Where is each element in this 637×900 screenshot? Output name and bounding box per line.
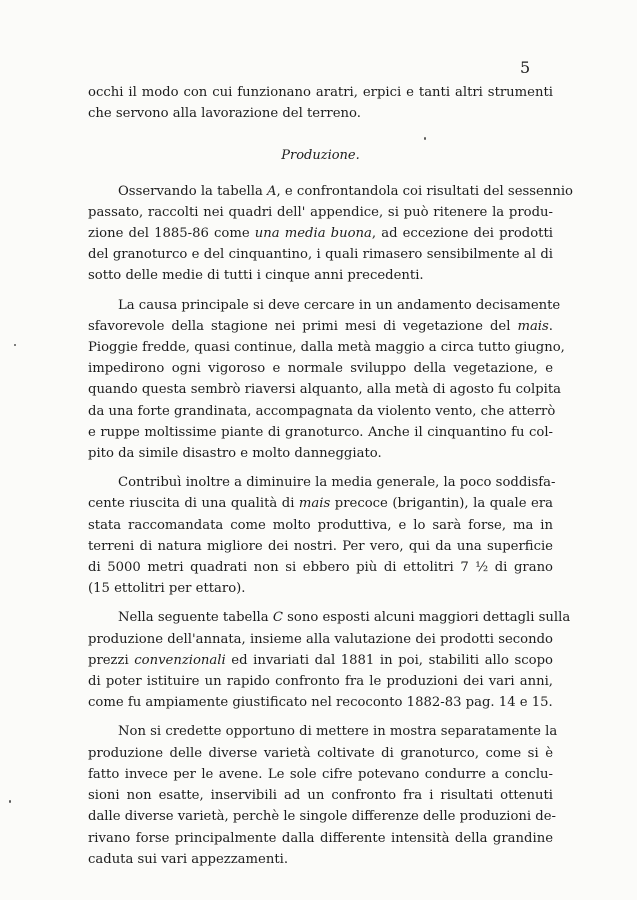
text-segment: , ad eccezione dei prodotti bbox=[371, 226, 553, 242]
text-segment: rivano forse principalmente dalla differente intensità della grandine bbox=[88, 830, 553, 846]
text-line bbox=[88, 337, 565, 358]
scan-speck bbox=[424, 137, 426, 140]
text-line bbox=[88, 650, 553, 671]
text-segment: sfavorevole della stagione nei primi mesi di vegetazione del bbox=[88, 318, 518, 334]
text-segment: Nella seguente tabella bbox=[118, 610, 273, 626]
text-segment: sono esposti alcuni maggiori dettagli sulla bbox=[282, 610, 571, 626]
scan-speck bbox=[14, 344, 16, 346]
text-line bbox=[88, 181, 573, 202]
paragraph bbox=[88, 721, 558, 869]
text-line bbox=[88, 443, 553, 464]
italic-text: mais bbox=[298, 496, 331, 512]
text-segment: precoce (brigantin), la quale era bbox=[330, 496, 553, 512]
text-segment: produzione dell'annata, insieme alla valutazione dei prodotti secondo bbox=[88, 631, 553, 647]
text-segment: Osservando la tabella bbox=[118, 183, 268, 199]
page-number: 5 bbox=[520, 58, 531, 77]
text-line bbox=[88, 764, 553, 785]
text-line bbox=[88, 472, 556, 493]
text-line bbox=[88, 828, 553, 849]
text-line: che servono alla lavorazione del terreno. bbox=[88, 106, 361, 122]
text-segment: fatto invece per le avene. Le sole cifre potevano condurre a conclu- bbox=[88, 766, 553, 782]
text-segment: passato, raccolti nei quadri dell' appendice, si può ritenere la produ- bbox=[88, 204, 553, 220]
italic-text: A bbox=[267, 183, 277, 199]
text-line bbox=[88, 557, 553, 578]
text-segment: Non si credette opportuno di mettere in mostra separatamente la bbox=[118, 724, 558, 740]
text-segment: , e confrontandola coi risultati del sessennio bbox=[276, 183, 573, 199]
text-line bbox=[88, 493, 553, 514]
text-line bbox=[88, 422, 553, 443]
text-segment: impedirono ogni vigoroso e normale sviluppo della vegetazione, e bbox=[88, 361, 553, 377]
text-segment: pito da simile disastro e molto danneggiato. bbox=[88, 446, 382, 462]
text-segment: ed invariati dal 1881 in poi, stabiliti allo scopo bbox=[225, 652, 553, 668]
paragraph bbox=[88, 472, 556, 599]
text-segment: Pioggie fredde, quasi continue, dalla metà maggio a circa tutto giugno, bbox=[88, 340, 565, 356]
italic-text: convenzionali bbox=[134, 652, 226, 668]
text-line bbox=[88, 849, 553, 870]
text-line bbox=[88, 671, 553, 692]
scan-speck bbox=[9, 800, 11, 803]
text-segment: da una forte grandinata, accompagnata da violento vento, che atterrò bbox=[88, 403, 556, 419]
paragraph bbox=[88, 181, 573, 287]
text-segment: (15 ettolitri per ettaro). bbox=[88, 581, 246, 597]
intro-paragraph bbox=[88, 82, 553, 124]
text-line bbox=[88, 721, 558, 742]
text-line bbox=[88, 578, 553, 599]
italic-text: mais bbox=[517, 318, 549, 334]
section-heading: Produzione. bbox=[281, 148, 360, 164]
text-line bbox=[88, 515, 553, 536]
paragraphs bbox=[88, 181, 573, 870]
text-segment: prezzi bbox=[88, 652, 135, 668]
text-line bbox=[88, 202, 553, 223]
text-line bbox=[88, 244, 553, 265]
text-segment: come fu ampiamente giustificato nel recoconto 1882-83 pag. 14 e 15. bbox=[88, 695, 553, 711]
text-line bbox=[88, 607, 571, 628]
text-line bbox=[88, 743, 553, 764]
text-line bbox=[88, 785, 553, 806]
text-line bbox=[88, 358, 553, 379]
paragraph bbox=[88, 607, 571, 713]
paragraph bbox=[88, 295, 565, 465]
text-line bbox=[88, 295, 561, 316]
text-segment: del granoturco e del cinquantino, i quali rimasero sensibilmente al di bbox=[88, 247, 553, 263]
text-segment: sioni non esatte, inservibili ad un confronto fra i risultati ottenuti bbox=[88, 788, 553, 804]
text-line bbox=[88, 692, 553, 713]
text-line bbox=[88, 629, 553, 650]
text-line bbox=[88, 806, 557, 827]
text-segment: di poter istituire un rapido confronto fra le produzioni dei vari anni, bbox=[88, 674, 553, 690]
text-line bbox=[88, 536, 553, 557]
text-line bbox=[88, 379, 562, 400]
text-segment: di 5000 metri quadrati non si ebbero più di ettolitri 7 ½ di grano bbox=[88, 560, 553, 576]
text-segment: Contribuì inoltre a diminuire la media generale, la poco soddisfa- bbox=[118, 475, 556, 491]
text-segment: sotto delle medie di tutti i cinque anni precedenti. bbox=[88, 268, 424, 284]
text-segment: zione del 1885-86 come bbox=[88, 226, 255, 242]
text-segment: e ruppe moltissime piante di granoturco. Anche il cinquantino fu col- bbox=[88, 424, 553, 440]
italic-text: C bbox=[272, 610, 283, 626]
text-line bbox=[88, 265, 553, 286]
italic-text: una media buona bbox=[254, 226, 372, 242]
text-line bbox=[88, 223, 553, 244]
page-body bbox=[88, 82, 573, 870]
text-segment: dalle diverse varietà, perchè le singole differenze delle produzioni de- bbox=[88, 809, 557, 825]
text-segment: stata raccomandata come molto produttiva, e lo sarà forse, ma in bbox=[88, 517, 553, 533]
text-segment: caduta sui vari appezzamenti. bbox=[88, 851, 289, 867]
text-segment: La causa principale si deve cercare in un andamento decisamente bbox=[118, 297, 561, 313]
text-segment: quando questa sembrò riaversi alquanto, alla metà di agosto fu colpita bbox=[88, 382, 562, 398]
text-segment: produzione delle diverse varietà coltivate di granoturco, come si è bbox=[88, 745, 553, 761]
text-segment: terreni di natura migliore dei nostri. Per vero, qui da una superficie bbox=[88, 538, 553, 554]
text-line bbox=[88, 401, 556, 422]
text-segment: cente riuscita di una qualità di bbox=[88, 496, 299, 512]
text-line bbox=[88, 316, 553, 337]
text-line: occhi il modo con cui funzionano aratri, erpici e tanti altri strumenti bbox=[88, 85, 553, 100]
text-segment: . bbox=[548, 318, 553, 334]
